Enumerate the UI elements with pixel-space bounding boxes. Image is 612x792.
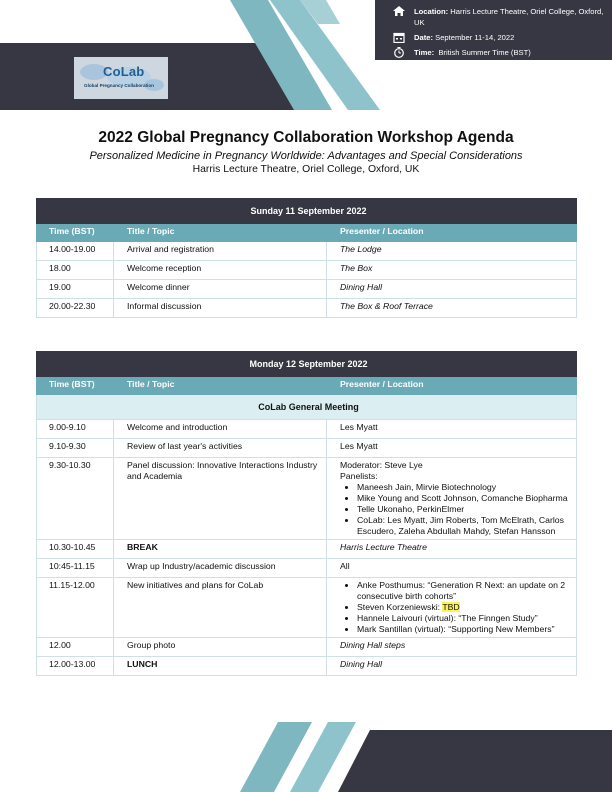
page-title: 2022 Global Pregnancy Collaboration Workshop Agenda (98, 129, 514, 146)
day-heading: Sunday 11 September 2022 (37, 199, 577, 224)
list-item-text: Steven Korzeniewski: (357, 602, 443, 612)
logo-subtext: Global Pregnancy Collaboration (84, 83, 154, 88)
table-row (37, 458, 577, 540)
row-time: 19.00 (37, 280, 114, 299)
row-time: 18.00 (37, 261, 114, 280)
section-heading: CoLab General Meeting (37, 395, 577, 420)
date-label: Date: (414, 33, 433, 42)
meta-location (393, 6, 608, 28)
table-row (37, 540, 577, 559)
list-item: • Anke Posthumus: “Generation R Next: an update on 2 consecutive birth cohorts” (357, 580, 568, 602)
row-time: 20.00-22.30 (37, 299, 114, 318)
time-value: British Summer Time (BST) (438, 48, 531, 57)
page-subtitle: Personalized Medicine in Pregnancy Worldwide: Advantages and Special Considerations (89, 150, 523, 162)
row-title: Informal discussion (114, 299, 327, 318)
list-item (357, 602, 568, 613)
list-item: • Mike Young and Scott Johnson, Comanche Biopharma (357, 493, 568, 504)
row-presenter: Dining Hall steps (327, 638, 577, 657)
table-row (37, 559, 577, 578)
row-time: 9.00-9.10 (37, 420, 114, 439)
row-presenter: Harris Lecture Theatre (327, 540, 577, 559)
col-time-header: Time (BST) (37, 224, 114, 242)
panelist-list (340, 482, 568, 537)
footer-banner (0, 722, 612, 792)
table-row (37, 420, 577, 439)
table-row (37, 578, 577, 638)
logo-wordmark: CoLab (103, 64, 145, 79)
panelists-label: Panelists: (340, 471, 378, 481)
row-time: 11.15-12.00 (37, 578, 114, 638)
row-time: 10:45-11.15 (37, 559, 114, 578)
section-row (37, 395, 577, 420)
meta-time (393, 47, 608, 58)
row-presenter: Les Myatt (327, 439, 577, 458)
col-title-header: Title / Topic (114, 224, 327, 242)
table-row (37, 638, 577, 657)
meta-date (393, 32, 608, 43)
row-time: 14.00-19.00 (37, 242, 114, 261)
row-title: Wrap up Industry/academic discussion (114, 559, 327, 578)
event-meta (393, 6, 608, 62)
row-presenter: The Lodge (327, 242, 577, 261)
row-title: Panel discussion: Innovative Interactions Industry and Academia (114, 458, 327, 540)
col-title-header: Title / Topic (114, 377, 327, 395)
row-title: Arrival and registration (114, 242, 327, 261)
row-title: LUNCH (114, 657, 327, 676)
row-title: New initiatives and plans for CoLab (114, 578, 327, 638)
row-title: BREAK (114, 540, 327, 559)
calendar-icon (393, 32, 405, 43)
table-row (37, 261, 577, 280)
initiatives-list (340, 580, 568, 635)
day-heading-row (37, 352, 577, 377)
row-title: Welcome dinner (114, 280, 327, 299)
row-presenter: All (327, 559, 577, 578)
list-item: • Hannele Laivouri (virtual): “The Finngen Study” (357, 613, 568, 624)
col-presenter-header: Presenter / Location (327, 224, 577, 242)
tbd-highlight: TBD (442, 602, 460, 612)
list-item: • CoLab: Les Myatt, Jim Roberts, Tom McElrath, Carlos Escudero, Zaleha Abdullah Mahdy, Stefan Hansson (357, 515, 568, 537)
row-title: Review of last year's activities (114, 439, 327, 458)
list-item: • Telle Ukonaho, PerkinElmer (357, 504, 568, 515)
time-label: Time: (414, 48, 435, 57)
col-time-header: Time (BST) (37, 377, 114, 395)
moderator-line: Moderator: Steve Lye (340, 460, 423, 470)
row-title: Welcome reception (114, 261, 327, 280)
list-item: • Mark Santillan (virtual): “Supporting New Members” (357, 624, 568, 635)
row-presenter: Les Myatt (327, 420, 577, 439)
clock-icon (393, 47, 405, 58)
day-heading: Monday 12 September 2022 (37, 352, 577, 377)
row-presenter: Dining Hall (327, 657, 577, 676)
location-label: Location: (414, 7, 449, 16)
home-icon (393, 6, 405, 17)
column-header-row (37, 377, 577, 395)
agenda-table-sunday (36, 198, 577, 318)
day-heading-row (37, 199, 577, 224)
row-title: Group photo (114, 638, 327, 657)
row-presenter: Dining Hall (327, 280, 577, 299)
row-time: 9.30-10.30 (37, 458, 114, 540)
venue-line: Harris Lecture Theatre, Oriel College, Oxford, UK (192, 164, 420, 175)
table-row (37, 280, 577, 299)
table-row (37, 242, 577, 261)
column-header-row (37, 224, 577, 242)
row-presenter: The Box & Roof Terrace (327, 299, 577, 318)
row-time: 9.10-9.30 (37, 439, 114, 458)
col-presenter-header: Presenter / Location (327, 377, 577, 395)
row-time: 12.00-13.00 (37, 657, 114, 676)
row-time: 10.30-10.45 (37, 540, 114, 559)
row-presenter (327, 578, 577, 638)
row-title: Welcome and introduction (114, 420, 327, 439)
row-time: 12.00 (37, 638, 114, 657)
table-row (37, 299, 577, 318)
row-presenter: The Box (327, 261, 577, 280)
table-row (37, 657, 577, 676)
agenda-table-monday (36, 351, 577, 676)
list-item: • Maneesh Jain, Mirvie Biotechnology (357, 482, 568, 493)
location-value: Harris Lecture Theatre, Oriel College, Oxford, UK (414, 7, 604, 27)
row-presenter (327, 458, 577, 540)
table-row (37, 439, 577, 458)
date-value: September 11-14, 2022 (435, 33, 515, 42)
